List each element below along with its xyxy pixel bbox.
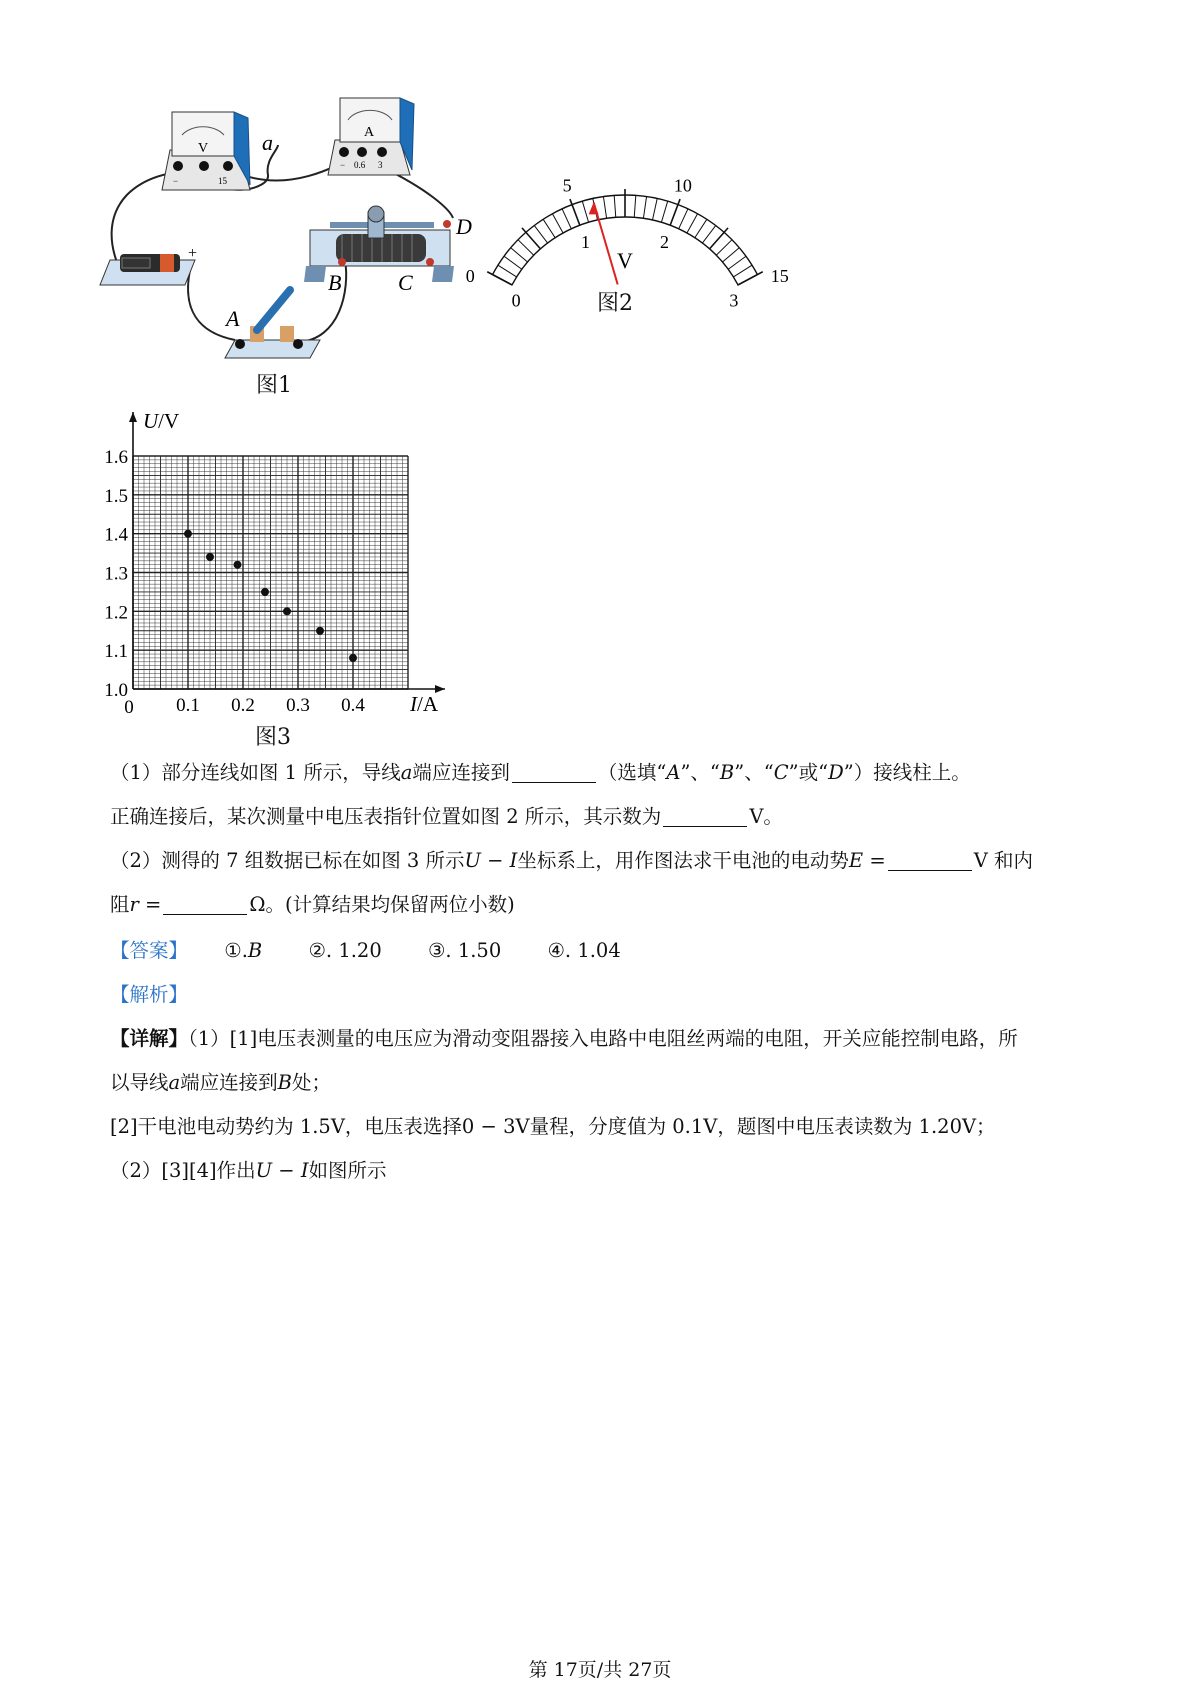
dial-tick bbox=[511, 248, 528, 262]
page-footer: 第 17页/共 27页 bbox=[528, 1659, 672, 1681]
origin-label: 0 bbox=[124, 697, 134, 718]
question-1-line-1: （1）部分连线如图 1 所示，导线a端应连接到 （选填“A”、“B”、“C”或“D”）接线柱上。 bbox=[110, 761, 971, 784]
dial-tick bbox=[582, 201, 588, 222]
detail-line-3: [2]干电池电动势约为 1.5V，电压表选择0 − 3V量程，分度值为 0.1V，题图中电压表读数为 1.20V； bbox=[110, 1115, 996, 1138]
battery-plus: + bbox=[188, 245, 198, 262]
data-point bbox=[316, 627, 324, 635]
dial-tick bbox=[661, 201, 667, 222]
terminal-A-label: A bbox=[226, 306, 240, 331]
dial-tick bbox=[687, 214, 698, 233]
dial-tick bbox=[487, 272, 512, 285]
dial-tick bbox=[716, 240, 732, 255]
x-tick-label: 0.1 bbox=[176, 695, 200, 716]
x-tick-label: 0.4 bbox=[341, 695, 365, 716]
dial-tick bbox=[634, 195, 636, 217]
dial-needle-tip bbox=[589, 202, 599, 214]
figure-1-circuit bbox=[100, 90, 520, 390]
y-axis-arrow bbox=[129, 412, 137, 422]
terminal-D-label: D bbox=[456, 214, 472, 239]
data-point bbox=[184, 530, 192, 538]
dial-tick bbox=[614, 195, 616, 217]
answer-blank-3[interactable] bbox=[888, 848, 972, 871]
y-tick-label: 1.5 bbox=[104, 485, 128, 507]
dial-unit: V bbox=[617, 248, 633, 273]
dial-tick bbox=[695, 219, 707, 237]
dial-inner-label: 0 bbox=[511, 290, 521, 311]
detail-line-2: 以导线a端应连接到B处； bbox=[110, 1071, 332, 1094]
dial-tick bbox=[652, 198, 657, 219]
x-axis-label: I/A bbox=[410, 692, 438, 716]
dial-tick bbox=[702, 226, 715, 244]
y-tick-label: 1.3 bbox=[104, 563, 128, 585]
data-point bbox=[261, 588, 269, 596]
figure-3-ui-chart bbox=[90, 400, 460, 730]
question-2-line-2: 阻r = Ω。(计算结果均保留两位小数) bbox=[110, 893, 515, 916]
y-axis-label: U/V bbox=[143, 409, 180, 433]
dial-tick bbox=[679, 209, 688, 229]
ammeter bbox=[328, 98, 414, 175]
detail-line-1: 【详解】（1）[1]电压表测量的电压应为滑动变阻器接入电路中电阻丝两端的电阻，开关应能控制电路，所 bbox=[110, 1027, 1018, 1050]
ammeter-range1: 0.6 bbox=[354, 160, 366, 170]
answer-blank-1[interactable] bbox=[512, 760, 596, 783]
ammeter-letter: A bbox=[364, 125, 375, 140]
dial-tick bbox=[603, 197, 606, 219]
wire-a-label: a bbox=[262, 130, 273, 155]
analysis-label: 【解析】 bbox=[110, 983, 189, 1006]
dial-inner-label: 3 bbox=[729, 290, 739, 311]
answer-line: 【答案】 ①.B ②. 1.20 ③. 1.50 ④. 1.04 bbox=[110, 939, 621, 962]
dial-tick bbox=[728, 256, 746, 269]
dial-tick bbox=[518, 240, 534, 255]
x-tick-label: 0.3 bbox=[286, 695, 310, 716]
data-point bbox=[234, 561, 242, 569]
ammeter-minus: − bbox=[340, 160, 346, 170]
voltmeter bbox=[162, 112, 250, 190]
dial-outer-label: 15 bbox=[770, 266, 789, 287]
switch bbox=[224, 290, 320, 358]
answer-blank-2[interactable] bbox=[663, 804, 747, 827]
y-tick-label: 1.0 bbox=[104, 680, 128, 701]
answer-label: 【答案】 bbox=[110, 939, 189, 962]
question-1-line-2: 正确连接后，某次测量中电压表指针位置如图 2 所示，其示数为 V。 bbox=[110, 805, 783, 828]
y-tick-label: 1.2 bbox=[104, 602, 128, 624]
answer-blank-4[interactable] bbox=[163, 892, 247, 915]
terminal-C-label: C bbox=[398, 270, 413, 295]
question-2-line-1: （2）测得的 7 组数据已标在如图 3 所示U − I坐标系上，用作图法求干电池的电动势E = V 和内 bbox=[110, 849, 1033, 872]
data-point bbox=[283, 607, 291, 615]
terminal-B-label: B bbox=[328, 270, 342, 295]
voltmeter-letter: V bbox=[198, 141, 209, 156]
figure-3-caption: 图3 bbox=[255, 725, 291, 750]
figure-1-caption: 图1 bbox=[256, 373, 292, 398]
y-tick-label: 1.4 bbox=[104, 524, 128, 546]
dial-tick bbox=[543, 219, 555, 237]
voltmeter-range: 15 bbox=[218, 176, 227, 186]
battery bbox=[100, 245, 197, 285]
data-point bbox=[206, 553, 214, 561]
dial-tick bbox=[562, 209, 571, 229]
rheostat bbox=[304, 206, 472, 295]
dial-tick bbox=[498, 265, 517, 277]
y-tick-label: 1.6 bbox=[104, 447, 128, 468]
dial-outer-label: 0 bbox=[465, 266, 475, 287]
dial-inner-label: 2 bbox=[660, 232, 670, 253]
y-tick-label: 1.1 bbox=[104, 641, 128, 663]
dial-tick bbox=[722, 248, 739, 262]
dial-tick bbox=[733, 265, 752, 277]
ammeter-range2: 3 bbox=[378, 160, 383, 170]
dial-tick bbox=[504, 256, 522, 269]
dial-tick bbox=[643, 197, 646, 219]
dial-outer-label: 10 bbox=[673, 175, 692, 196]
dial-tick bbox=[552, 214, 563, 233]
dial-inner-label: 1 bbox=[580, 232, 590, 253]
data-point bbox=[349, 654, 357, 662]
dial-tick bbox=[738, 272, 763, 285]
x-tick-label: 0.2 bbox=[231, 695, 255, 716]
figure-2-caption: 图2 bbox=[597, 291, 633, 316]
dial-outer-label: 5 bbox=[562, 175, 572, 196]
detail-line-4: （2）[3][4]作出U − I如图所示 bbox=[110, 1159, 387, 1182]
dial-tick bbox=[534, 226, 547, 244]
voltmeter-minus: − bbox=[173, 176, 179, 186]
